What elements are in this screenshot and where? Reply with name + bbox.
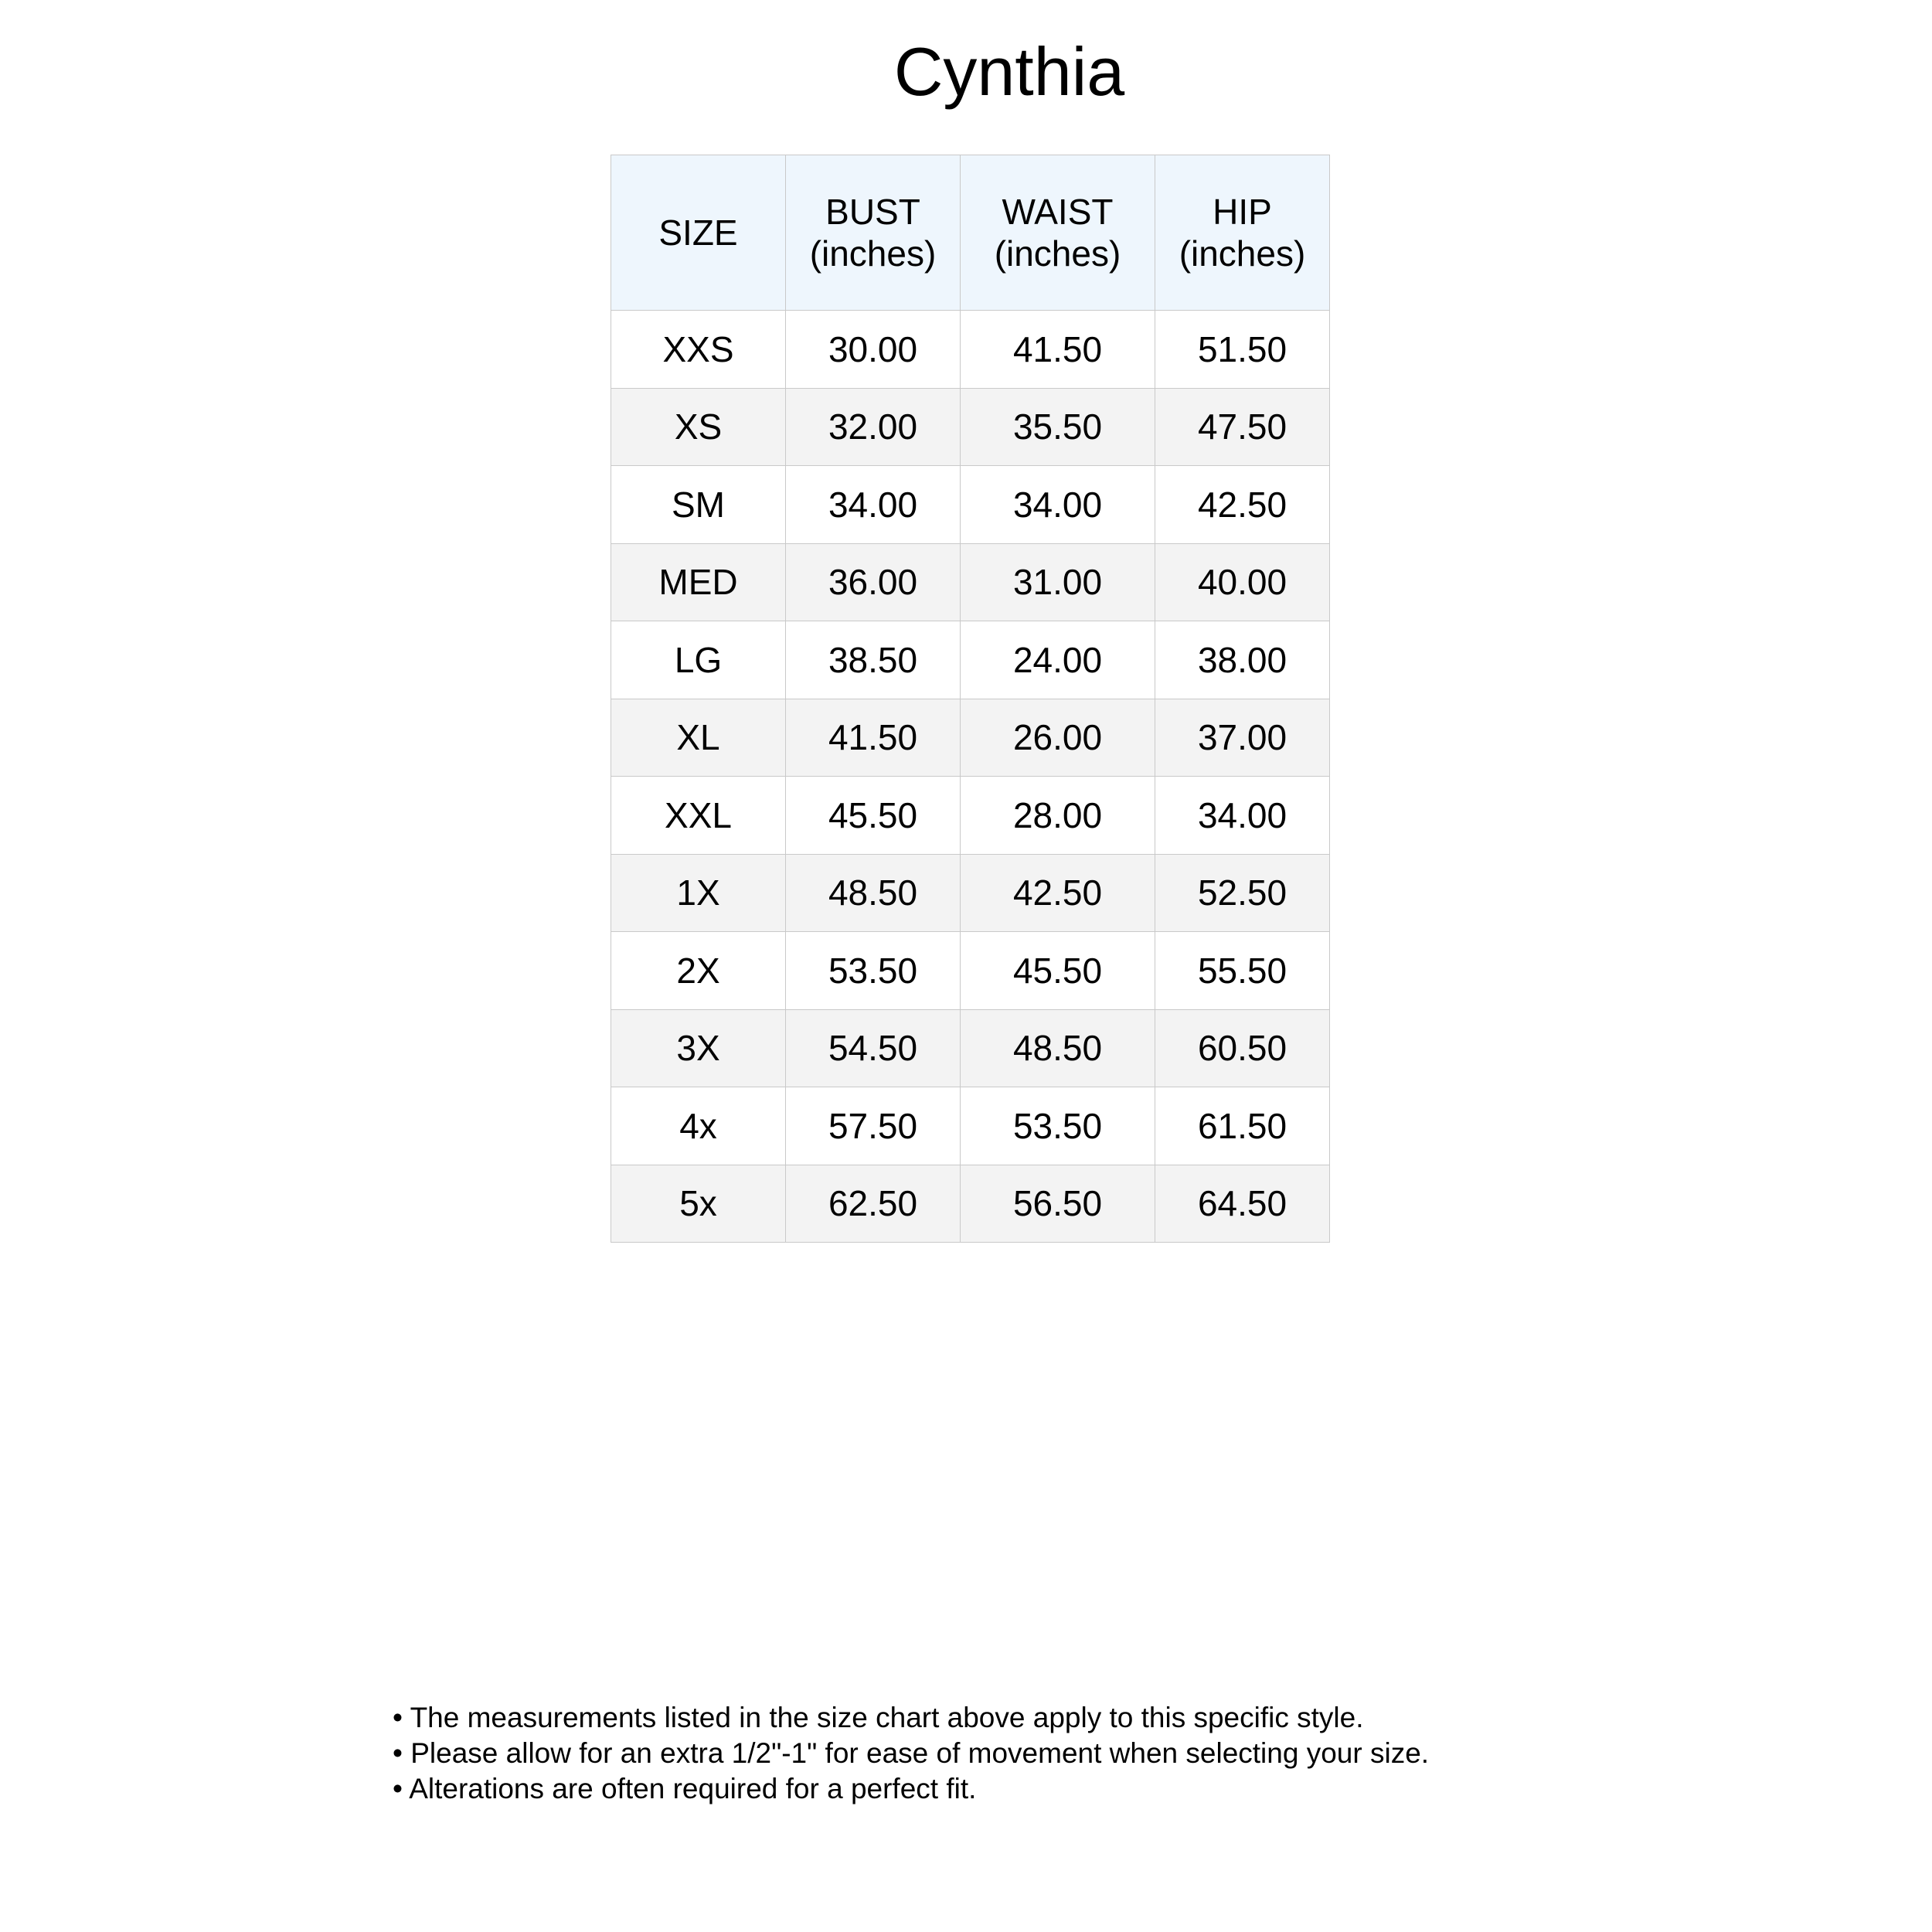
header-bust-unit: (inches) — [809, 233, 937, 274]
table-row — [611, 1009, 1330, 1087]
size-cell: 2X — [611, 932, 786, 1010]
notes-list — [393, 1700, 1429, 1807]
table-header-row — [611, 155, 1330, 311]
page-title: Cynthia — [893, 33, 1125, 110]
size-chart-table — [611, 155, 1330, 1243]
hip-cell: 52.50 — [1155, 854, 1330, 932]
hip-cell: 47.50 — [1155, 388, 1330, 466]
waist-cell: 48.50 — [961, 1009, 1155, 1087]
header-waist — [961, 155, 1155, 311]
bust-cell: 36.00 — [786, 543, 961, 621]
waist-cell: 41.50 — [961, 311, 1155, 389]
size-cell: SM — [611, 466, 786, 544]
table-row — [611, 854, 1330, 932]
note-item: • The measurements listed in the size chart above apply to this specific style. — [393, 1702, 1364, 1733]
bust-cell: 38.50 — [786, 621, 961, 699]
bust-cell: 32.00 — [786, 388, 961, 466]
size-cell: 1X — [611, 854, 786, 932]
hip-cell: 37.00 — [1155, 699, 1330, 777]
table-row — [611, 1087, 1330, 1165]
note-item: • Please allow for an extra 1/2"-1" for ease of movement when selecting your size. — [393, 1737, 1430, 1769]
table-row — [611, 699, 1330, 777]
note-item: • Alterations are often required for a perfect fit. — [393, 1773, 977, 1804]
table-row — [611, 932, 1330, 1010]
size-cell: XL — [611, 699, 786, 777]
header-bust-label: BUST — [825, 192, 920, 232]
size-cell: MED — [611, 543, 786, 621]
bust-cell: 48.50 — [786, 854, 961, 932]
size-cell: XXL — [611, 777, 786, 855]
waist-cell: 53.50 — [961, 1087, 1155, 1165]
hip-cell: 60.50 — [1155, 1009, 1330, 1087]
header-waist-unit: (inches) — [994, 233, 1121, 274]
table-row — [611, 777, 1330, 855]
table-row — [611, 466, 1330, 544]
table-row — [611, 388, 1330, 466]
size-cell: LG — [611, 621, 786, 699]
size-cell: XS — [611, 388, 786, 466]
waist-cell: 24.00 — [961, 621, 1155, 699]
waist-cell: 31.00 — [961, 543, 1155, 621]
table-row — [611, 1165, 1330, 1243]
hip-cell: 64.50 — [1155, 1165, 1330, 1243]
hip-cell: 51.50 — [1155, 311, 1330, 389]
waist-cell: 56.50 — [961, 1165, 1155, 1243]
header-hip — [1155, 155, 1330, 311]
header-hip-unit: (inches) — [1179, 233, 1306, 274]
table-row — [611, 543, 1330, 621]
waist-cell: 34.00 — [961, 466, 1155, 544]
header-size-label: SIZE — [658, 213, 738, 253]
table-body — [611, 311, 1330, 1243]
hip-cell: 38.00 — [1155, 621, 1330, 699]
header-size — [611, 155, 786, 311]
header-bust — [786, 155, 961, 311]
bust-cell: 34.00 — [786, 466, 961, 544]
bust-cell: 53.50 — [786, 932, 961, 1010]
bust-cell: 57.50 — [786, 1087, 961, 1165]
size-cell: 5x — [611, 1165, 786, 1243]
waist-cell: 35.50 — [961, 388, 1155, 466]
bust-cell: 41.50 — [786, 699, 961, 777]
size-cell: XXS — [611, 311, 786, 389]
bust-cell: 62.50 — [786, 1165, 961, 1243]
hip-cell: 34.00 — [1155, 777, 1330, 855]
waist-cell: 28.00 — [961, 777, 1155, 855]
bust-cell: 30.00 — [786, 311, 961, 389]
header-hip-label: HIP — [1213, 192, 1272, 232]
hip-cell: 55.50 — [1155, 932, 1330, 1010]
table-row — [611, 621, 1330, 699]
table-row — [611, 311, 1330, 389]
bust-cell: 54.50 — [786, 1009, 961, 1087]
bust-cell: 45.50 — [786, 777, 961, 855]
hip-cell: 61.50 — [1155, 1087, 1330, 1165]
hip-cell: 40.00 — [1155, 543, 1330, 621]
waist-cell: 26.00 — [961, 699, 1155, 777]
header-waist-label: WAIST — [1002, 192, 1114, 232]
waist-cell: 45.50 — [961, 932, 1155, 1010]
hip-cell: 42.50 — [1155, 466, 1330, 544]
size-cell: 4x — [611, 1087, 786, 1165]
size-cell: 3X — [611, 1009, 786, 1087]
waist-cell: 42.50 — [961, 854, 1155, 932]
